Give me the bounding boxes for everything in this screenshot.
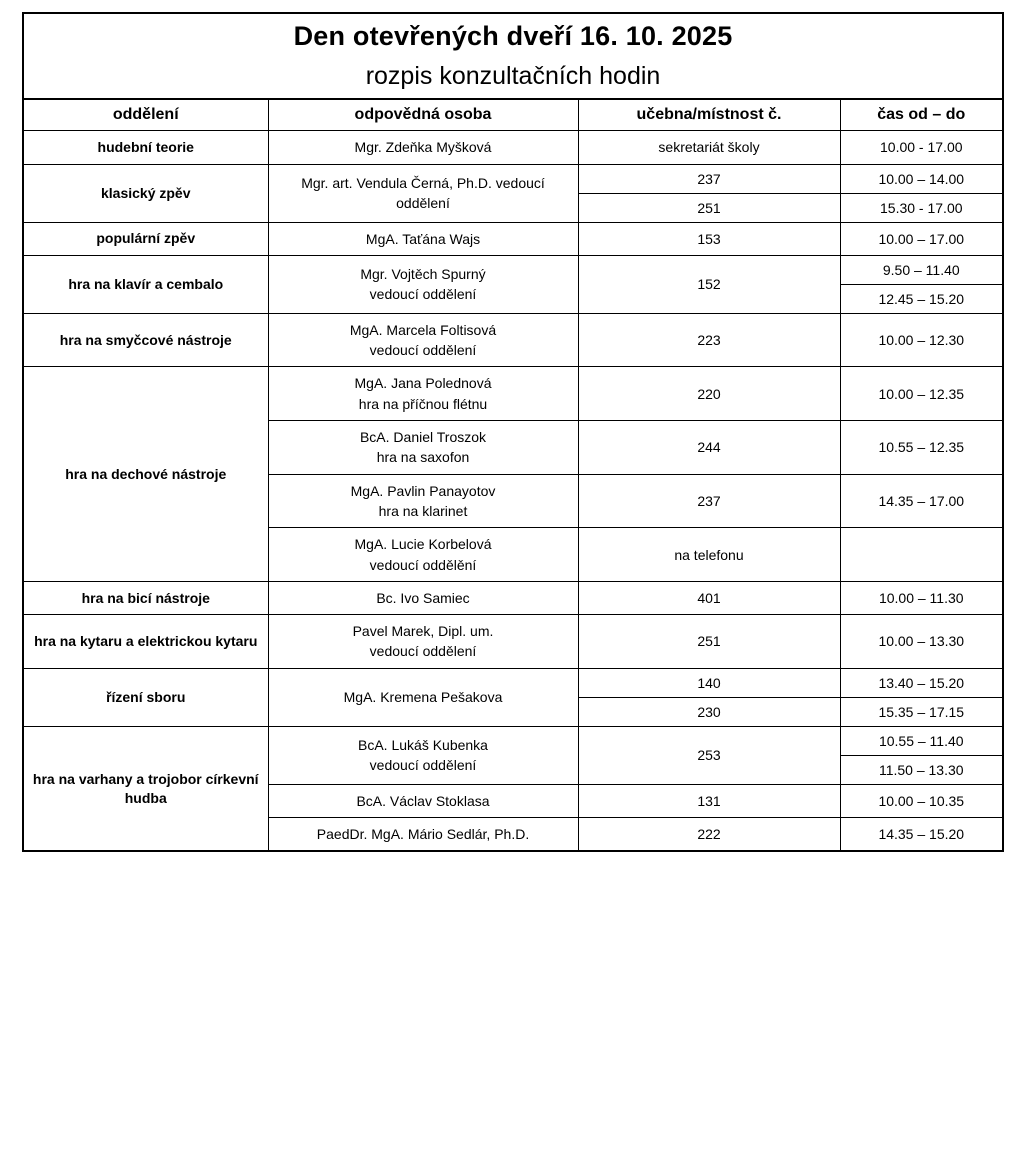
person-line: MgA. Jana Polednová	[354, 375, 492, 392]
room-cell: 140	[578, 668, 840, 697]
person-cell	[268, 784, 578, 817]
person-cell	[268, 313, 578, 367]
person-line: Pavel Marek, Dipl. um.	[352, 623, 494, 640]
table-row	[23, 668, 1003, 697]
time-cell: 15.35 – 17.15	[840, 697, 1003, 726]
department-cell: hudební teorie	[23, 131, 268, 164]
room-cell: 237	[578, 474, 840, 528]
room-cell: 220	[578, 367, 840, 421]
table-row	[23, 313, 1003, 367]
time-cell: 10.00 – 12.35	[840, 367, 1003, 421]
time-cell: 15.30 - 17.00	[840, 193, 1003, 222]
department-cell: hra na smyčcové nástroje	[23, 313, 268, 367]
room-cell: 223	[578, 313, 840, 367]
person-line: Mgr. Vojtěch Spurný	[360, 266, 486, 283]
room-cell: 401	[578, 581, 840, 614]
time-cell: 10.00 - 17.00	[840, 131, 1003, 164]
department-cell: řízení sboru	[23, 668, 268, 726]
time-cell: 12.45 – 15.20	[840, 284, 1003, 313]
time-cell: 13.40 – 15.20	[840, 668, 1003, 697]
person-cell	[268, 581, 578, 614]
table-row	[23, 367, 1003, 421]
table-row	[23, 615, 1003, 669]
time-cell: 10.00 – 10.35	[840, 784, 1003, 817]
time-cell: 10.00 – 13.30	[840, 615, 1003, 669]
room-cell: sekretariát školy	[578, 131, 840, 164]
person-line: vedoucí oddělení	[369, 757, 477, 774]
person-cell	[268, 615, 578, 669]
time-cell: 10.00 – 14.00	[840, 164, 1003, 193]
table-row	[23, 726, 1003, 755]
person-line: Mgr. art. Vendula Černá, Ph.D. vedoucí	[301, 174, 545, 191]
department-cell: klasický zpěv	[23, 164, 268, 222]
department-cell: hra na varhany a trojobor církevní hudba	[23, 726, 268, 851]
time-cell	[840, 528, 1003, 582]
room-cell: 237	[578, 164, 840, 193]
person-cell	[268, 818, 578, 852]
person-cell	[268, 255, 578, 313]
room-cell: 152	[578, 255, 840, 313]
department-cell: populární zpěv	[23, 222, 268, 255]
table-row	[23, 131, 1003, 164]
person-cell	[268, 474, 578, 528]
time-cell: 10.00 – 17.00	[840, 222, 1003, 255]
person-line: MgA. Marcela Foltisová	[349, 321, 497, 338]
time-cell: 10.55 – 12.35	[840, 421, 1003, 475]
person-line: Mgr. Zdeňka Myšková	[354, 139, 492, 156]
column-header-department: oddělení	[23, 99, 268, 131]
column-header-time: čas od – do	[840, 99, 1003, 131]
person-line: PaedDr. MgA. Mário Sedlár, Ph.D.	[316, 826, 530, 842]
time-cell: 14.35 – 17.00	[840, 474, 1003, 528]
person-line: oddělení	[396, 195, 450, 212]
table-row	[23, 164, 1003, 193]
table-row	[23, 255, 1003, 284]
table-row	[23, 222, 1003, 255]
person-line: BcA. Václav Stoklasa	[356, 792, 490, 809]
person-line: MgA. Taťána Wajs	[365, 230, 481, 247]
time-cell: 11.50 – 13.30	[840, 755, 1003, 784]
person-line: vedoucí oddělění	[369, 556, 477, 573]
column-header-room: učebna/místnost č.	[578, 99, 840, 131]
time-cell: 10.55 – 11.40	[840, 726, 1003, 755]
time-cell: 10.00 – 12.30	[840, 313, 1003, 367]
person-line: vedoucí oddělení	[369, 643, 477, 660]
schedule-table	[22, 12, 1004, 852]
room-cell: 153	[578, 222, 840, 255]
person-cell	[268, 367, 578, 421]
person-line: hra na příčnou flétnu	[358, 395, 488, 412]
room-cell: 251	[578, 193, 840, 222]
page-title: Den otevřených dveří 16. 10. 2025	[293, 21, 733, 51]
table-header-row	[23, 99, 1003, 131]
person-line: hra na saxofon	[376, 449, 470, 466]
room-cell: na telefonu	[578, 528, 840, 582]
room-cell: 230	[578, 697, 840, 726]
column-header-person: odpovědná osoba	[268, 99, 578, 131]
person-line: MgA. Kremena Pešakova	[343, 689, 503, 706]
page-subtitle: rozpis konzultačních hodin	[365, 61, 661, 90]
person-line: MgA. Pavlin Panayotov	[350, 482, 496, 499]
person-line: Bc. Ivo Samiec	[376, 589, 470, 606]
room-cell: 222	[578, 818, 840, 852]
department-cell: hra na dechové nástroje	[23, 367, 268, 581]
time-cell: 14.35 – 15.20	[840, 818, 1003, 852]
person-cell	[268, 164, 578, 222]
person-line: vedoucí oddělení	[369, 286, 477, 303]
department-cell: hra na kytaru a elektrickou kytaru	[23, 615, 268, 669]
department-cell: hra na klavír a cembalo	[23, 255, 268, 313]
person-line: hra na klarinet	[378, 502, 468, 519]
person-line: BcA. Lukáš Kubenka	[358, 736, 488, 753]
person-cell	[268, 131, 578, 164]
person-cell	[268, 726, 578, 784]
document-title-cell	[23, 13, 1003, 99]
room-cell: 131	[578, 784, 840, 817]
time-cell: 10.00 – 11.30	[840, 581, 1003, 614]
person-cell	[268, 222, 578, 255]
room-cell: 253	[578, 726, 840, 784]
department-cell: hra na bicí nástroje	[23, 581, 268, 614]
person-line: BcA. Daniel Troszok	[359, 429, 487, 446]
room-cell: 244	[578, 421, 840, 475]
table-row	[23, 581, 1003, 614]
room-cell: 251	[578, 615, 840, 669]
person-line: vedoucí oddělení	[369, 342, 477, 359]
title-row	[23, 13, 1003, 99]
person-cell	[268, 668, 578, 726]
person-cell	[268, 528, 578, 582]
person-line: MgA. Lucie Korbelová	[354, 536, 492, 553]
time-cell: 9.50 – 11.40	[840, 255, 1003, 284]
person-cell	[268, 421, 578, 475]
